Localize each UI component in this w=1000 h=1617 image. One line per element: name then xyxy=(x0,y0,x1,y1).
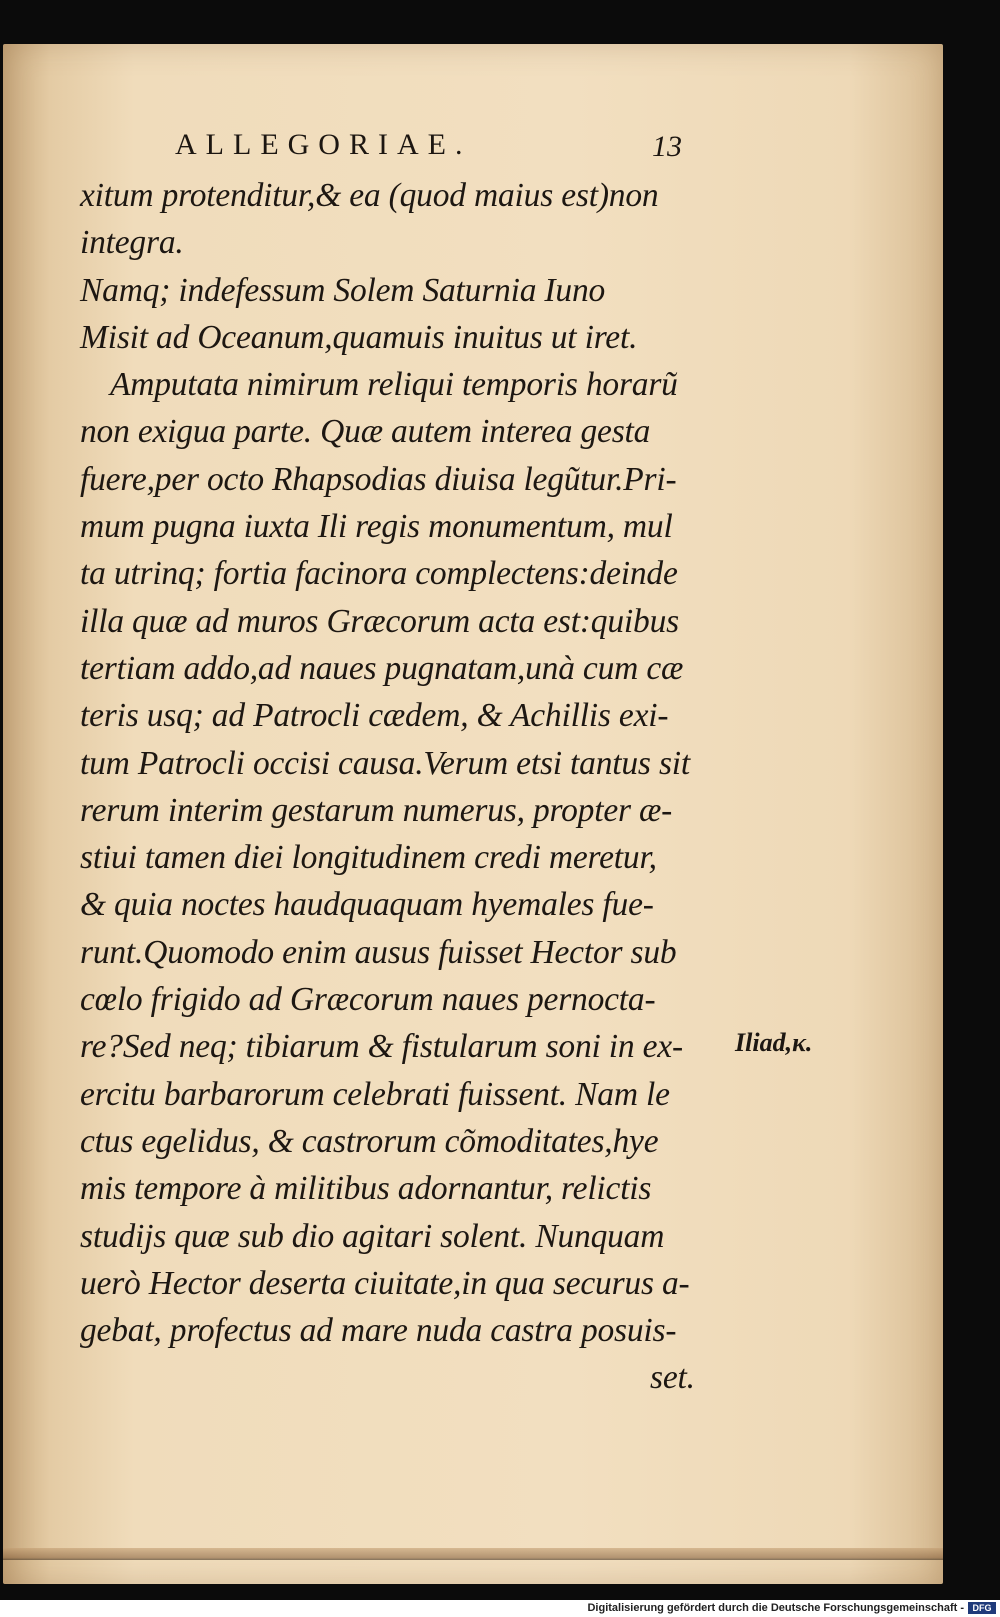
text-line: Amputata nimirum reliqui temporis horarũ xyxy=(110,366,678,404)
dfg-logo: DFG xyxy=(968,1602,996,1614)
page-number: 13 xyxy=(652,130,682,163)
text-line: tertiam addo,ad naues pugnatam,unà cum cæ xyxy=(80,649,684,687)
text-line: cœlo frigido ad Græcorum naues pernocta- xyxy=(80,981,656,1019)
text-line: mum pugna iuxta Ili regis monumentum, mul xyxy=(80,508,673,546)
text-line: studijs quæ sub dio agitari solent. Nunquam xyxy=(80,1217,665,1255)
text-line: ercitu barbarorum celebrati fuissent. Nam le xyxy=(80,1075,670,1113)
text-line: & quia noctes haudquaquam hyemales fue- xyxy=(80,886,654,924)
text-line: ctus egelidus, & castrorum cõmoditates,hye xyxy=(80,1122,659,1160)
page-edge xyxy=(3,1548,943,1560)
text-line: mis tempore à militibus adornantur, relictis xyxy=(80,1170,652,1208)
running-head: ALLEGORIAE. xyxy=(175,128,472,161)
text-line: tum Patrocli occisi causa.Verum etsi tantus sit xyxy=(80,744,690,782)
text-line: re?Sed neq; tibiarum & fistularum soni in ex- xyxy=(80,1028,683,1066)
text-line: fuere,per octo Rhapsodias diuisa legũtur.Pri- xyxy=(80,460,677,498)
text-line: runt.Quomodo enim ausus fuisset Hector sub xyxy=(80,933,677,971)
text-line: non exigua parte. Quæ autem interea gesta xyxy=(80,413,651,451)
text-line: rerum interim gestarum numerus, propter æ- xyxy=(80,791,673,829)
text-line: integra. xyxy=(80,224,184,262)
text-line: gebat, profectus ad mare nuda castra posuis- xyxy=(80,1312,677,1350)
footer-credit: Digitalisierung gefördert durch die Deutsche Forschungsgemeinschaft - xyxy=(587,1602,964,1614)
verse-line: Namq; indefessum Solem Saturnia Iuno xyxy=(80,271,606,309)
margin-note: Iliad,κ. xyxy=(735,1028,813,1057)
text-line: illa quæ ad muros Græcorum acta est:quibus xyxy=(80,602,679,640)
text-line: ta utrinq; fortia facinora complectens:deinde xyxy=(80,555,678,593)
text-line: uerò Hector deserta ciuitate,in qua securus a- xyxy=(80,1264,690,1302)
text-line: xitum protenditur,& ea (quod maius est)non xyxy=(80,177,659,214)
verse-line: Misit ad Oceanum,quamuis inuitus ut iret. xyxy=(80,318,638,356)
text-line: teris usq; ad Patrocli cædem, & Achillis exi- xyxy=(80,697,669,735)
catchword: set. xyxy=(650,1359,695,1397)
text-line: stiui tamen diei longitudinem credi meretur, xyxy=(80,839,657,877)
body-text xyxy=(80,172,720,1402)
